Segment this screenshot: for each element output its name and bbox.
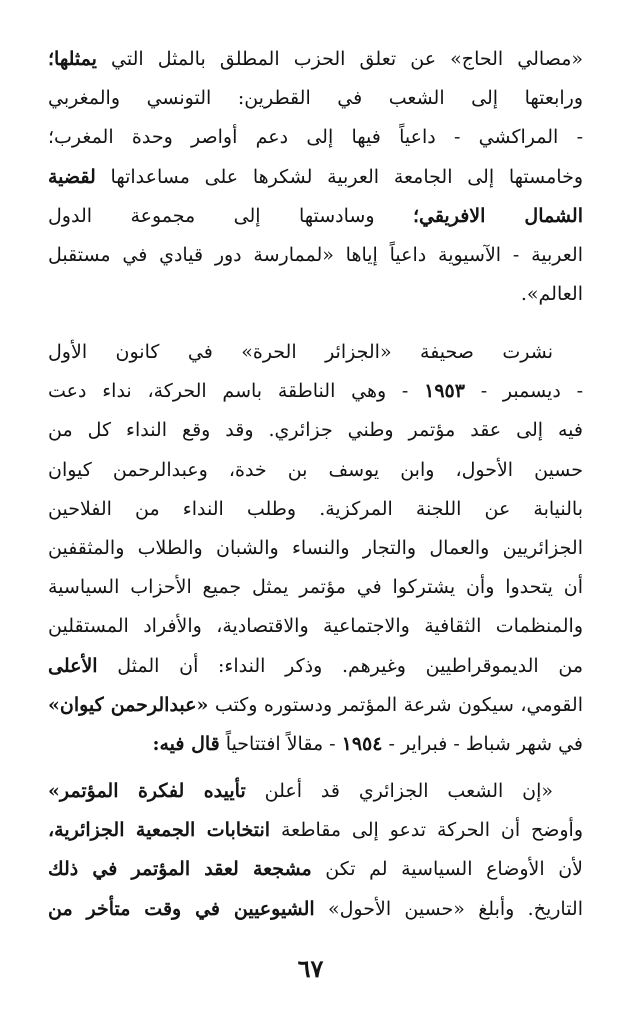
text-line: في شهر شباط - فبراير - ١٩٥٤ - مقالاً افتتاحياً قال فيه: <box>152 732 583 755</box>
paragraph-1 <box>48 40 583 314</box>
text-line: حسين الأحول، وابن يوسف بن خدة، وعبدالرحمن كيوان <box>48 458 583 481</box>
text-line: فيه إلى عقد مؤتمر وطني جزائري. وقد وقع النداء كل من <box>48 419 583 442</box>
text-line: القومي، سيكون شرعة المؤتمر ودستوره وكتب «عبدالرحمن كيوان» <box>48 693 583 716</box>
paragraph-3 <box>48 772 583 929</box>
text-line: التاريخ. وأبلغ «حسين الأحول» الشيوعيين في وقت متأخر من <box>48 897 583 920</box>
text-line: - ديسمبر - ١٩٥٣ - وهي الناطقة باسم الحركة، نداء دعت <box>48 380 583 403</box>
text-line: أن يتحدوا وأن يشتركوا في مؤتمر يمثل جميع الأحزاب السياسية <box>48 576 583 599</box>
text-line: لأن الأوضاع السياسية لم تكن مشجعة لعقد المؤتمر في ذلك <box>48 858 583 881</box>
paragraph-2 <box>48 333 583 764</box>
text-line: الجزائريين والعمال والتجار والنساء والشبان والطلاب والمثقفين <box>48 536 583 559</box>
page-number: ٦٧ <box>297 954 324 983</box>
text-line: - المراكشي - داعياً فيها إلى دعم أواصر وحدة المغرب؛ <box>48 126 583 149</box>
text-line: نشرت صحيفة «الجزائر الحرة» في كانون الأول <box>48 341 553 363</box>
text-line: «مصالي الحاج» عن تعلق الحزب المطلق بالمثل التي يمثلها؛ <box>48 48 583 70</box>
text-line: العالم». <box>520 283 583 306</box>
text-line: الشمال الافريقي؛ وسادستها إلى مجموعة الدول <box>48 204 583 227</box>
text-line: العربية - الآسيوية داعياً إياها «لممارسة دور قيادي في مستقبل <box>48 243 583 266</box>
text-line: من الديموقراطيين وغيرهم. وذكر النداء: أن المثل الأعلى <box>48 654 583 677</box>
text-line: ورابعتها إلى الشعب في القطرين: التونسي والمغربي <box>48 87 583 110</box>
text-line: بالنيابة عن اللجنة المركزية. وطلب النداء من الفلاحين <box>48 497 583 520</box>
text-line: وأوضح أن الحركة تدعو إلى مقاطعة انتخابات الجمعية الجزائرية، <box>48 819 583 842</box>
text-line: والمنظمات الثقافية والاجتماعية والاقتصادية، والأفراد المستقلين <box>48 615 583 638</box>
text-line: وخامستها إلى الجامعة العربية لشكرها على مساعداتها لقضية <box>48 165 583 188</box>
text-line: «إن الشعب الجزائري قد أعلن تأييده لفكرة المؤتمر» <box>48 780 553 802</box>
